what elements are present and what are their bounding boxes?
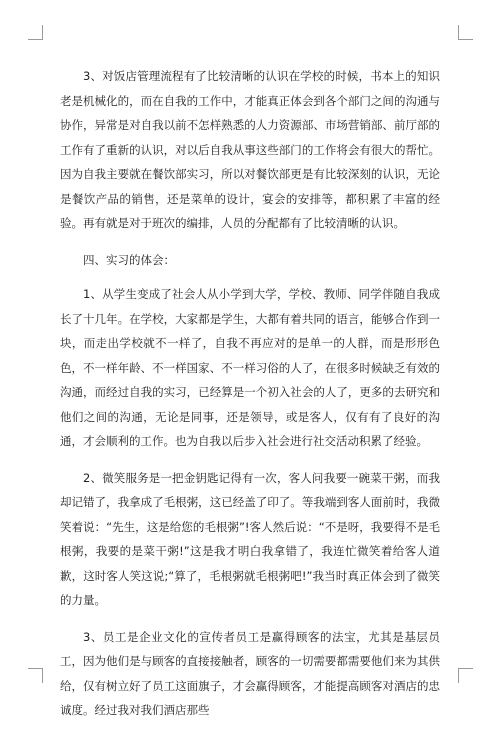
crop-mark-top-left (28, 25, 43, 40)
document-page (60, 64, 440, 735)
crop-mark-bottom-left (28, 668, 43, 683)
paragraph-student-to-social-person: 1、从学生变成了社会人从小学到大学，学校、教师、同学伴随自我成长了十几年。在学校，大家都是学生，大都有着共同的语言，能够合作到一块，而走出学校就不一样了，自我不再应对的是单一的人群，而是形形色色，不一样年龄、不一样国家、不一样习俗的人了，在很多时候缺乏有效的沟通，而经过自我的实习，已经算是一个初入社会的人了，更多的去研究和他们之间的沟通，无论是同事，还是领导，或是客人，仅有有了良好的沟通，才会顺利的工作。也为自我以后步入社会进行社交活动积累了经验。 (60, 287, 440, 448)
crop-mark-bottom-right (458, 668, 473, 683)
section-heading-internship-experience: 四、实习的体会： (83, 252, 175, 267)
paragraph-management-process: 3、对饭店管理流程有了比较清晰的认识在学校的时候，书本上的知识老是机械化的，而在自我的工作中，才能真正体会到各个部门之间的沟通与协作，异常是对自我以前不怎样熟悉的人力资源部、市场营销部、前厅部的工作有了重新的认识，对以后自我从事这些部门的工作将会有很大的帮忙。因为自我主要就在餐饮部实习，所以对餐饮部更是有比较深刻的认识，无论是餐饮产品的销售，还是菜单的设计，宴会的安排等，都积累了丰富的经验。再有就是对于班次的编排，人员的分配都有了比较清晰的认识。 (60, 69, 440, 230)
paragraph-smile-service: 2、微笑服务是一把金钥匙记得有一次，客人问我要一碗菜干粥，而我却记错了，我拿成了毛根粥，这已经盖了印了。等我端到客人面前时，我微笑着说：“先生，这是给您的毛根粥”!客人然后说：“不是呀，我要得不是毛根粥，我要的是菜干粥!”这是我才明白我拿错了，我连忙微笑着给客人道歉，这时客人笑这说;“算了，毛根粥就毛根粥吧!”我当时真正体会到了微笑的力量。 (60, 470, 440, 607)
crop-mark-top-right (458, 25, 473, 40)
paragraph-employee-culture: 3、员工是企业文化的宣传者员工是赢得顾客的法宝，尤其是基层员工，因为他们是与顾客的直接接触者，顾客的一切需要都需要他们来为其供给，仅有树立好了员工这面旗子，才会赢得顾客，才能提高顾客对酒店的忠诚度。经过我对我们酒店那些 (60, 629, 440, 717)
